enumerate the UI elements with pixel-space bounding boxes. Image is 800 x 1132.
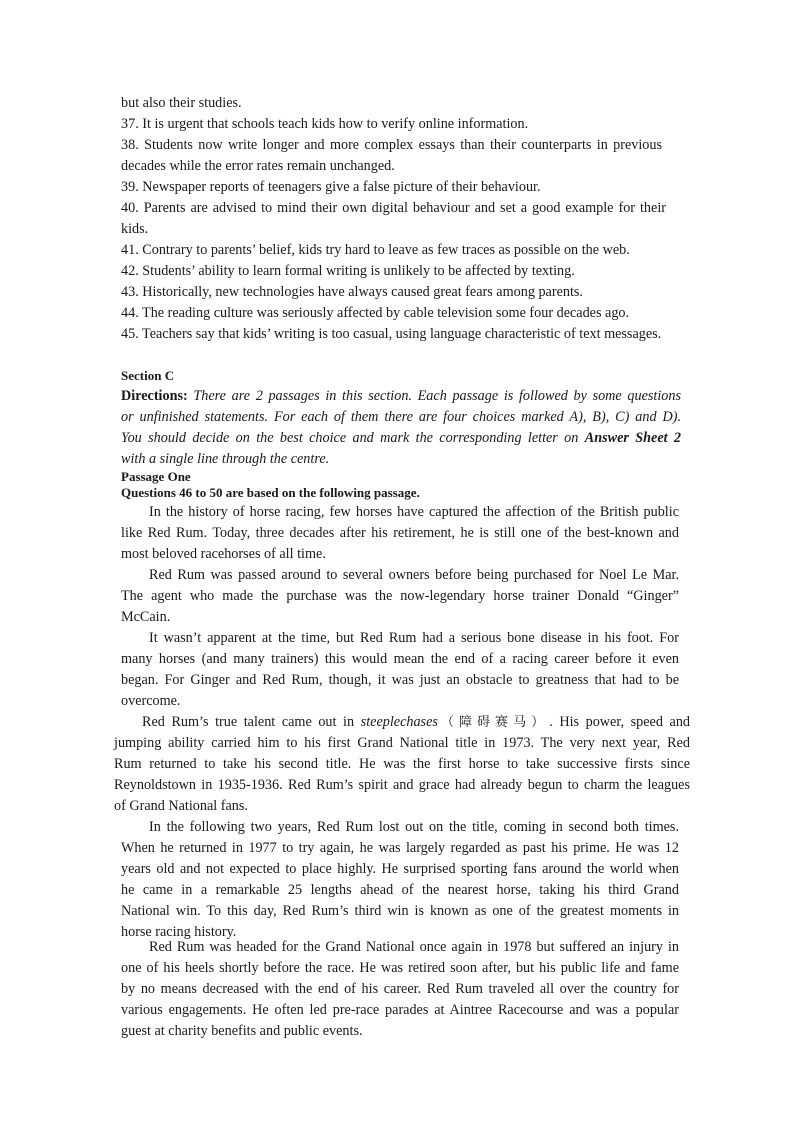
paragraph-line: one of his heels shortly before the race. He was retired soon after, but his public life and fame	[121, 960, 679, 976]
paragraph-line: Red Rum was headed for the Grand National once again in 1978 but suffered an injury in	[149, 939, 679, 955]
paragraph-line: began. For Ginger and Red Rum, though, it was just an obstacle to greatness that had to be	[121, 672, 679, 688]
paragraph-line: Rum returned to take his second title. He was the first horse to take successive firsts since	[114, 756, 690, 772]
paragraph-line: overcome.	[121, 693, 181, 709]
paragraph-line: When he returned in 1977 to try again, he was largely regarded as past his prime. He was 12	[121, 840, 679, 856]
passage-intro: Questions 46 to 50 are based on the following passage.	[121, 485, 420, 500]
question-41: 41. Contrary to parents’ belief, kids try hard to leave as few traces as possible on the web.	[121, 242, 630, 258]
chinese-gloss: （障碍赛马）	[437, 715, 550, 730]
paragraph-line: Reynoldstown in 1935-1936. Red Rum’s spirit and grace had already begun to charm the leagues	[114, 777, 690, 793]
paragraph-1	[121, 502, 679, 565]
question-40: 40. Parents are advised to mind their own digital behaviour and set a good example for their	[121, 200, 666, 216]
paragraph-line: by no means decreased with the end of his career. Red Rum traveled all over the country for	[121, 981, 679, 997]
directions-line-4: with a single line through the centre.	[121, 451, 330, 467]
passage-title: Passage One	[121, 469, 191, 484]
paragraph-line: guest at charity benefits and public events.	[121, 1023, 363, 1039]
paragraph-5	[121, 817, 679, 943]
paragraph-line: he came in a remarkable 25 lengths ahead of the nearest horse, taking his third Grand	[121, 882, 679, 898]
paragraph-2	[121, 565, 679, 628]
paragraph-line: most beloved racehorses of all time.	[121, 546, 326, 562]
question-43: 43. Historically, new technologies have always caused great fears among parents.	[121, 284, 583, 300]
directions-line-1: There are 2 passages in this section. Each passage is followed by some questions	[193, 388, 681, 404]
answer-sheet-label: Answer Sheet 2	[584, 430, 682, 446]
paragraph-line: McCain.	[121, 609, 171, 625]
question-38: 38. Students now write longer and more complex essays than their counterparts in previous	[121, 137, 662, 153]
paragraph-3	[121, 628, 679, 712]
section-title: Section C	[121, 368, 175, 383]
paragraph-line: Red Rum was passed around to several owners before being purchased for Noel Le Mar.	[149, 567, 679, 583]
paragraph-line: jumping ability carried him to his first Grand National title in 1973. The very next year, Red	[114, 735, 690, 751]
question-45: 45. Teachers say that kids’ writing is too casual, using language characteristic of text messages.	[121, 326, 662, 342]
paragraph-text: Red Rum’s true talent came out in	[142, 714, 355, 730]
question-38-cont: decades while the error rates remain unchanged.	[121, 158, 395, 174]
paragraph-line: In the history of horse racing, few horses have captured the affection of the British public	[149, 504, 679, 520]
paragraph-line: The agent who made the purchase was the now-legendary horse trainer Donald “Ginger”	[121, 588, 679, 604]
question-44: 44. The reading culture was seriously affected by cable television some four decades ago.	[121, 305, 630, 321]
paragraph-4	[114, 712, 690, 817]
paragraph-text: . His power, speed and	[549, 714, 691, 730]
paragraph-line: years old and not expected to place highly. He surprised sporting fans around the world when	[121, 861, 679, 877]
steeplechases-term: steeplechases	[360, 714, 438, 730]
paragraph-line: like Red Rum. Today, three decades after his retirement, he is still one of the best-known and	[121, 525, 679, 541]
directions-line-3: You should decide on the best choice and mark the corresponding letter on	[121, 430, 579, 446]
question-37: 37. It is urgent that schools teach kids how to verify online information.	[121, 116, 529, 132]
paragraph-line: In the following two years, Red Rum lost out on the title, coming in second both times.	[149, 819, 679, 835]
question-40-cont: kids.	[121, 221, 149, 237]
directions	[121, 386, 681, 470]
question-line: but also their studies.	[121, 95, 242, 111]
paragraph-line: of Grand National fans.	[114, 798, 248, 814]
paragraph-6	[121, 937, 679, 1042]
question-39: 39. Newspaper reports of teenagers give a false picture of their behaviour.	[121, 179, 541, 195]
paragraph-line: many horses (and many trainers) this would mean the end of a racing career before it even	[121, 651, 679, 667]
question-42: 42. Students’ ability to learn formal writing is unlikely to be affected by texting.	[121, 263, 575, 279]
directions-line-2: or unfinished statements. For each of them there are four choices marked A), B), C) and D).	[121, 409, 681, 425]
paragraph-line: various engagements. He often led pre-race parades at Aintree Racecourse and was a popular	[121, 1002, 679, 1018]
directions-label: Directions:	[121, 388, 188, 404]
paragraph-line: National win. To this day, Red Rum’s third win is known as one of the greatest moments in	[121, 903, 679, 919]
paragraph-line: It wasn’t apparent at the time, but Red Rum had a serious bone disease in his foot. For	[149, 630, 679, 646]
paragraph-line: horse racing history.	[121, 924, 237, 940]
